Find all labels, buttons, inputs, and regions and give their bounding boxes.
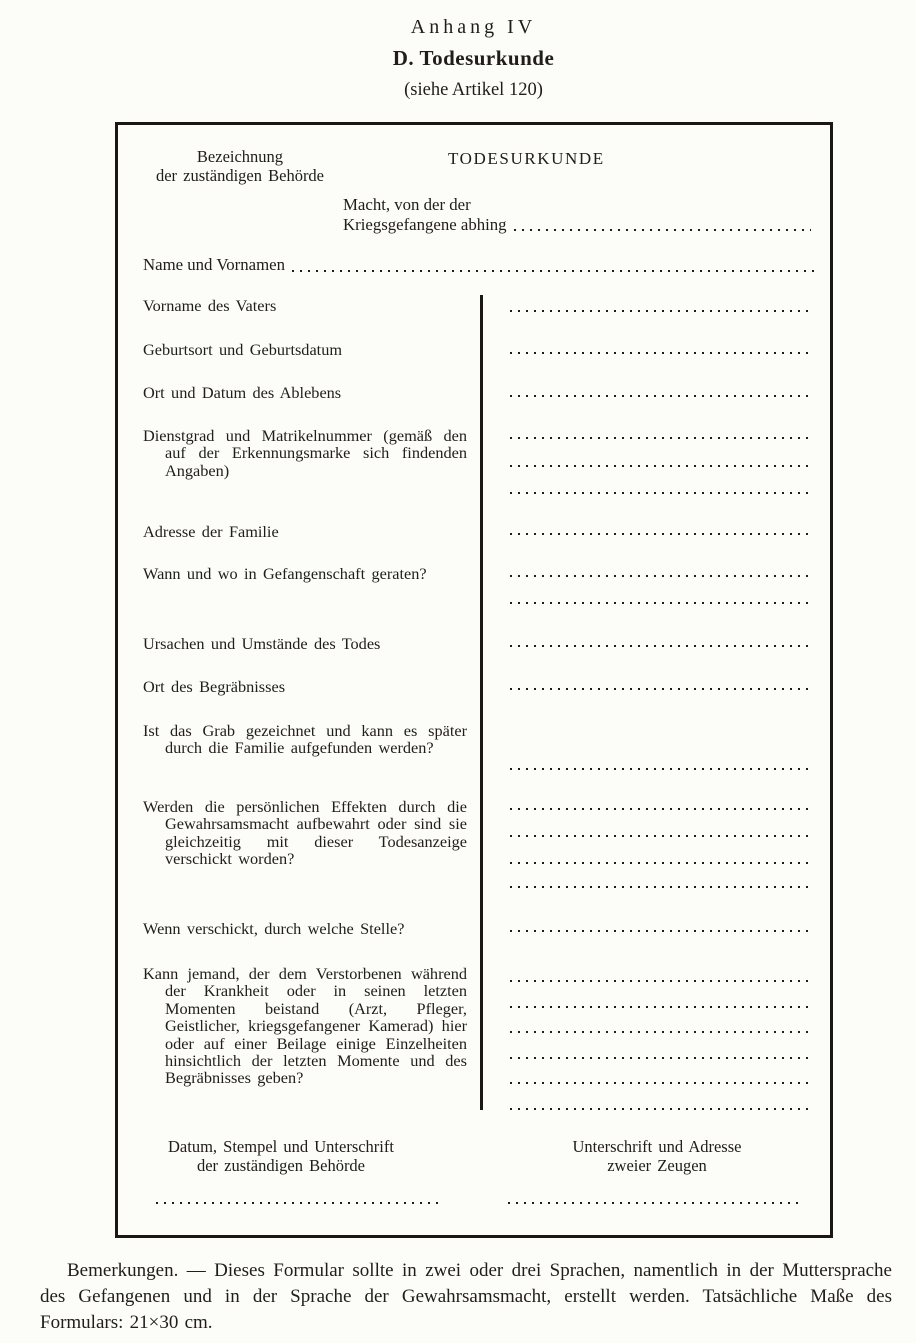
form-field-label: Geburtsort und Geburtsdatum xyxy=(143,340,343,359)
form-field-label: Wann und wo in Gefangenschaft geraten? xyxy=(143,564,427,583)
authority-line-1: Bezeichnung xyxy=(196,147,284,166)
detaining-power-label: Kriegsgefangene abhing xyxy=(343,214,507,234)
answer-dotted-line xyxy=(510,930,810,932)
answer-dotted-line xyxy=(510,1031,810,1033)
signature-authority-line-2: der zuständigen Behörde xyxy=(196,1155,366,1175)
form-field-label: Ursachen und Umstände des Todes xyxy=(143,634,381,653)
signature-line-authority xyxy=(156,1202,444,1204)
authority-line-2: der zuständigen Behörde xyxy=(155,165,325,185)
annex-heading: Anhang IV xyxy=(410,16,537,38)
form-field-label: Ort des Begräbnisses xyxy=(143,677,286,696)
answer-dotted-line xyxy=(510,602,810,604)
signature-witnesses-line-2: zweier Zeugen xyxy=(607,1155,707,1175)
answer-dotted-line xyxy=(510,886,810,888)
answer-dotted-line xyxy=(510,1108,810,1110)
signature-authority-line-1: Datum, Stempel und Unterschrift xyxy=(168,1137,394,1156)
signature-authority-label xyxy=(126,1138,436,1175)
form-field-label: Kann jemand, der dem Verstorbenen während der Krankheit oder in seinen letzten Momenten beistand (Arzt, Pfleger, Geistlicher, kriegsgefangener Kamerad) hier oder auf einer Beilage einige Einzelheiten hinsichtlich der letzten Momente und des Begräbnisses geben? xyxy=(143,964,467,1088)
form-field-label: Adresse der Familie xyxy=(143,522,279,541)
answer-dotted-line xyxy=(510,1057,810,1059)
article-reference: (siehe Artikel 120) xyxy=(404,80,543,100)
answer-dotted-line xyxy=(510,645,810,647)
answer-dotted-line xyxy=(510,310,810,312)
signature-line-witnesses xyxy=(508,1202,804,1204)
form-field-label: Werden die persönlichen Effekten durch die Gewahrsamsmacht aufbewahrt oder sind sie gleichzeitig mit dieser Todesanzeige verschickt worden? xyxy=(143,797,467,869)
answer-dotted-line xyxy=(510,437,810,439)
answer-dotted-line xyxy=(510,835,810,837)
answer-dotted-line xyxy=(510,862,810,864)
document-title: D. Todesurkunde xyxy=(392,46,555,70)
form-field-label: Vorname des Vaters xyxy=(143,296,277,315)
form-rows xyxy=(118,125,830,1235)
form-border-box xyxy=(115,122,833,1238)
answer-dotted-line xyxy=(510,352,810,354)
answer-dotted-line xyxy=(510,492,810,494)
form-field-label: Wenn verschickt, durch welche Stelle? xyxy=(143,919,405,938)
signature-witnesses-label xyxy=(507,1138,807,1175)
answer-dotted-line xyxy=(510,688,810,690)
answer-dotted-line xyxy=(510,768,810,770)
answer-dotted-line xyxy=(510,533,810,535)
answer-dotted-line xyxy=(510,465,810,467)
signature-witnesses-line-1: Unterschrift und Adresse xyxy=(572,1137,742,1156)
answer-dotted-line xyxy=(510,1006,810,1008)
answer-dotted-line xyxy=(510,575,810,577)
remarks-note: Bemerkungen. — Dieses Formular sollte in zwei oder drei Sprachen, namentlich in der Muttersprache des Gefangenen und in der Sprache der Gewahrsamsmacht, erstellt werden. Tatsächliche Maße des Formulars: 21×30 cm. xyxy=(40,1260,892,1333)
answer-dotted-line xyxy=(510,395,810,397)
answer-dotted-line xyxy=(510,1082,810,1084)
form-field-label: Ist das Grab gezeichnet und kann es später durch die Familie aufgefunden werden? xyxy=(143,721,467,758)
form-field-label: Ort und Datum des Ablebens xyxy=(143,383,342,402)
form-title: TODESURKUNDE xyxy=(448,149,605,168)
answer-dotted-line xyxy=(510,980,810,982)
detaining-power-line-1: Macht, von der der xyxy=(343,195,471,214)
form-field-label: Dienstgrad und Matrikelnummer (gemäß den auf der Erkennungsmarke sich findenden Angaben) xyxy=(143,426,467,480)
answer-dotted-line xyxy=(510,808,810,810)
name-field-label: Name und Vornamen xyxy=(143,255,285,274)
